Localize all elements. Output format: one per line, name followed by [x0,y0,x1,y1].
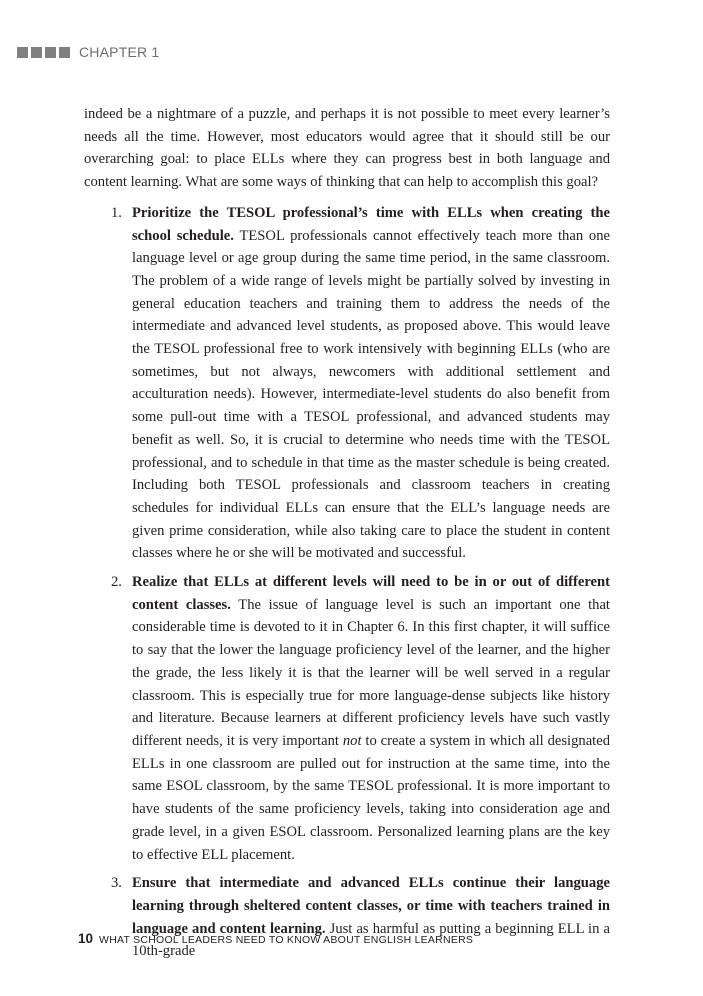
list-item-heading: Ensure that intermediate and advanced ELLs continue their language learning through sheltered content classes, or time with teachers trained in language and content learning. [132,875,610,937]
list-item-text: Just as harmful as putting a beginning ELL in a 10th-grade [132,920,610,960]
list-item-text: The issue of language level is such an important one that considerable time is devoted to it in Chapter 6. In this first chapter, it will suffice to say that the lower the language proficiency level of the learner, and the higher the grade, the less likely it is that the learner will be well served in a regular classroom. This is especially true for more language-dense subjects like history and literature. Because learners at different proficiency levels have such vastly different needs, it is very important [132,596,610,749]
list-item-heading: Prioritize the TESOL professional’s time with ELLs when creating the school schedule. [132,204,610,244]
emphasis-word: not [342,732,362,749]
header-square-mark [17,47,28,58]
numbered-list [84,202,610,963]
book-title: WHAT SCHOOL LEADERS NEED TO KNOW ABOUT ENGLISH LEARNERS [99,934,474,946]
page-body [84,103,610,969]
running-footer [78,931,473,946]
list-item [84,202,610,565]
header-square-mark [59,47,70,58]
list-item-text: TESOL professionals cannot effectively teach more than one language level or age group during the same time period, in the same classroom. The problem of a wide range of levels might be partially solved by investing in general education teachers and training them to address the needs of the intermediate and advanced level students, as proposed above. This would leave the TESOL professional free to work intensively with beginning ELLs (who are sometimes, but not always, newcomers with additional settlement and acculturation needs). However, intermediate-level students do also benefit from some pull-out time with a TESOL professional, and advanced students may benefit as well. So, it is crucial to determine who needs time with the TESOL professional, and to schedule in that time as the master schedule is being created. Including both TESOL professionals and classroom teachers in creating schedules for individual ELLs can ensure that the ELL’s language needs are given prime consideration, while also taking care to place the student in content classes where he or she will be motivated and successful. [132,227,611,562]
list-item-heading: Realize that ELLs at different levels will need to be in or out of different content classes. [132,574,610,613]
list-item-text: to create a system in which all designated ELLs in one classroom are pulled out for instruction at the same time, into the same ESOL classroom, by the same TESOL professional. It is more important to have students of the same proficiency levels, taking into consideration age and grade level, in a given ESOL classroom. Personalized learning plans are the key to effective ELL placement. [132,732,611,863]
running-header [17,41,159,63]
list-item [84,571,610,866]
list-item-number: 2. [111,574,122,591]
list-item [84,872,610,963]
list-item-number: 1. [111,204,122,221]
list-item-number: 3. [111,875,122,892]
chapter-label: CHAPTER 1 [79,44,160,60]
intro-paragraph: indeed be a nightmare of a puzzle, and perhaps it is not possible to meet every learner’s needs all the time. However, most educators would agree that it should still be our overarching goal: to place ELLs where they can progress best in both language and content learning. What are some ways of thinking that can help to accomplish this goal? [84,106,610,191]
header-square-mark [31,47,42,58]
page-number: 10 [78,931,94,946]
header-square-mark [45,47,56,58]
